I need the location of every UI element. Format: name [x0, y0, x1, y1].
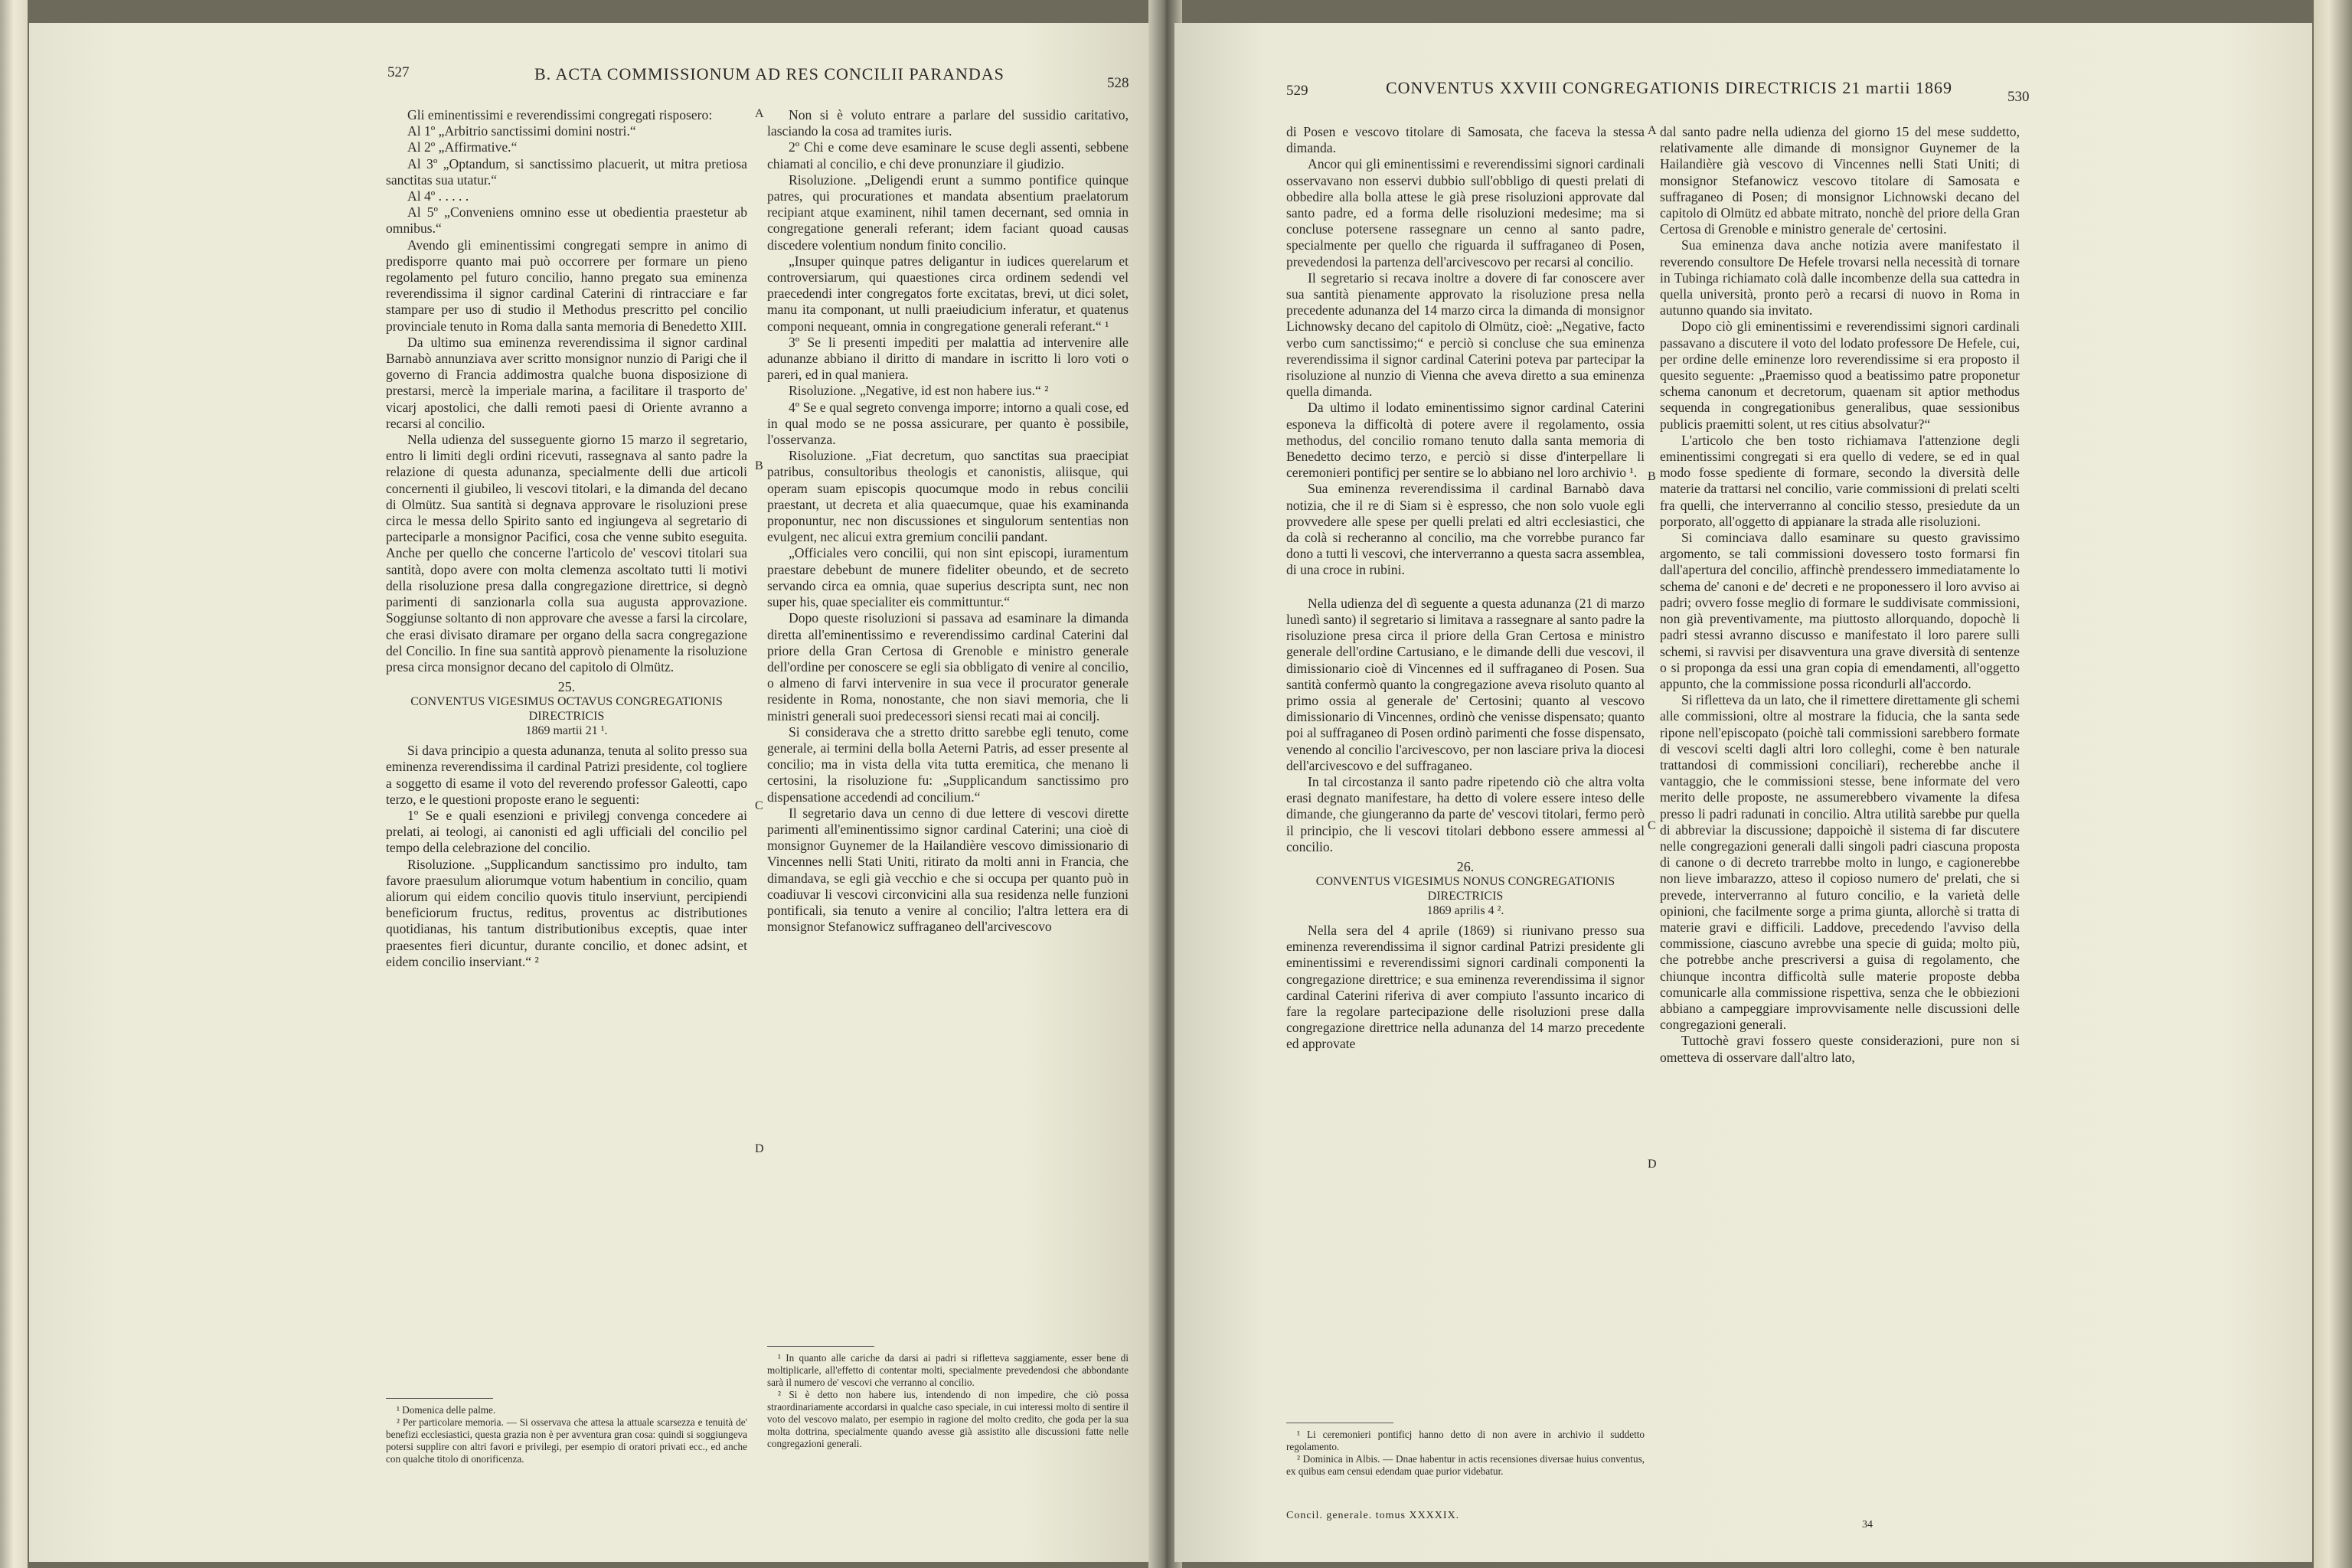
paragraph: Al 1º „Arbitrio sanctissimi domini nostri.“ — [407, 123, 636, 139]
section-title: DIRECTRICIS — [528, 710, 605, 724]
footnote: ² Dominica in Albis. — Dnae habentur in actis recensiones diversae huius conventus, ex quibus eam censui edendam quae purior videbatur. — [1286, 1453, 1645, 1477]
paragraph: „Insuper quinque patres deligantur in iudices querelarum et controversiarum, qui quaestiones circa ordinem sedendi vel praecedendi inter congregatos forte excitatas, brevi, ut dici solet, manu ita componant, ut nulli praeiudicium inferatur, et quatenus componi nequeant, omnia in congregatione generali referant.“ ¹ — [767, 253, 1129, 334]
running-header: CONVENTUS XXVIII CONGREGATIONIS DIRECTRICIS 21 martii 1869 — [1386, 78, 1952, 97]
margin-letter: B — [1648, 470, 1656, 483]
margin-letter: A — [755, 107, 764, 120]
left-column-2 — [767, 107, 1129, 935]
paragraph: dal santo padre nella udienza del giorno 15 del mese suddetto, relativamente alle dimande di monsignor Guynemer de la Hailandière già vescovo di Vincennes nelli Stati Uniti; di monsignor Stefanowicz vescovo titolare di Samosata e suffraganeo di Posen; di monsignor Lichnowski decano del capitolo di Olmütz ed abbate mitrato, nonchè del priore della Gran Certosa di Grenoble e ministro generale de' certosini. — [1660, 124, 2020, 237]
page-number: 527 — [387, 64, 410, 80]
section-title: CONVENTUS VIGESIMUS OCTAVUS CONGREGATIONIS — [410, 695, 723, 709]
paragraph: Tuttochè gravi fossero queste considerazioni, pure non si ometteva di osservare dall'altro lato, — [1660, 1033, 2020, 1065]
paragraph: 3º Se li presenti impediti per malattia ad intervenire alle adunanze abbiano il diritto di mandare in iscritto li loro voti o pareri, ed in qual maniera. — [767, 334, 1129, 383]
footnote: ¹ Domenica delle palme. — [397, 1404, 496, 1416]
footnote-rule — [386, 1398, 493, 1399]
paragraph: Al 3º „Optandum, si sanctissimo placuerit, ut mitra pretiosa sanctitas sua utatur.“ — [386, 155, 747, 188]
footnote: ¹ Li ceremonieri pontificj hanno detto di non avere in archivio il suddetto regolamento. — [1286, 1429, 1645, 1452]
paragraph: Il segretario si recava inoltre a dovere di far conoscere aver sua santità pienamente approvato la risoluzione presa nella precedente adunanza del 14 marzo circa la dimanda di monsignor Lichnowsky decano del capitolo di Olmütz, cioè: „Negative, facto verbo cum sanctissimo;“ e perciò si concluse che sua eminenza reverendissima il signor cardinal Caterini poteva par partecipar la risoluzione al nunzio di Vienna che aveva diretto a sua eminenza quella dimanda. — [1286, 270, 1645, 400]
section-title: DIRECTRICIS — [1427, 889, 1504, 903]
paragraph: Sua eminenza dava anche notizia avere manifestato il reverendo consultore De Hefele trovarsi nella necessità di tornare in Tubinga richiamato colà dalle incombenze della sua cattedra in quella università, pronto però a recarsi di nuovo in Roma in autunno quando sia invitato. — [1660, 237, 2020, 318]
paragraph: Gli eminentissimi e reverendissimi congregati risposero: — [407, 107, 713, 122]
footnotes — [1286, 1429, 1645, 1478]
paragraph: Nella udienza del dì seguente a questa adunanza (21 di marzo lunedì santo) il segretario si limitava a rassegnare al santo padre la risoluzione presa circa il priore della Gran Certosa e ministro generale dell'ordine Cartusiano, e le dimande delli due vescovi, il dimissionario cioè di Vincennes ed il suffraganeo di Posen. Sua santità confermò quanto la congregazione aveva risoluto quanto al primo ossia al generale de' Certosini; quanto al vescovo dimissionario di Vincennes, ordinò che venisse dispensato; quanto poi al suffraganeo di Posen ordinò parimenti che fosse dispensato, venendo al concilio l'arcivescovo, per non lasciare priva la diocesi dell'arcivescovo e del suffraganeo. — [1286, 595, 1645, 773]
left-column-1 — [386, 107, 747, 970]
paragraph: 2º Chi e come deve esaminare le scuse degli assenti, sebbene chiamati al concilio, e chi deve pronunziare il giudizio. — [767, 139, 1129, 172]
paragraph: Risoluzione. „Fiat decretum, quo sanctitas sua praecipiat patribus, consultoribus theologis et canonistis, aliisque, qui operam suam episcopis quocumque modo in rebus concilii praestant, ut decreta et alia quaecumque, quae his examinanda proponuntur, nec non discussiones et singulorum sententias non evulgent, nec alicui extra gremium concilii pandant. — [767, 448, 1129, 545]
margin-letter: D — [1648, 1158, 1657, 1171]
section-number: 26. — [1456, 858, 1475, 874]
paragraph: Si rifletteva da un lato, che il rimettere direttamente gli schemi alle commissioni, oltre al mostrare la fiducia, che la santa sede ripone nell'episcopato (poichè tali commissioni sarebbero formate di vescovi scelti dagli altri loro colleghi, come è ben naturale trattandosi di commissioni conciliari), recherebbe anche il vantaggio, che le commissioni stesse, bene informate del vero merito delle proposte, ne assumerebbero vivamente la difesa presso li padri radunati in concilio. Altra utilità sarebbe pur quella di abbreviar la discussione; dappoichè il sistema di far discutere nelle congregazioni generali dalli singoli padri ciascuna proposta di canone o di decreto trarrebbe molto in lungo, e cagionerebbe non lieve imbarazzo, atteso il copioso numero de' prelati, che si prevede, interverranno al futuro concilio, e la varietà delle opinioni, che facilmente sorge a prima giunta, allorchè si tratta di materie gravi e difficili. Laddove, precedendo l'avviso della commissione, ciascuno avrebbe una specie di guida; molto più, che potrebbe anche prescriversi a guisa di regolamento, che chiunque incontra difficoltà sulle materie proposte debba comunicarle alla commissione rispettiva, senza che le obbiezioni abbiano a campeggiare improvvisamente nelle discussioni delle congregazioni generali. — [1660, 692, 2020, 1033]
footnote: ¹ In quanto alle cariche da darsi ai padri si rifletteva saggiamente, esser bene di moltiplicarle, all'effetto di contentar molti, specialmente prevedendosi che abbondante sarà il numero de' vescovi che verranno al concilio. — [767, 1352, 1129, 1388]
paragraph: Ancor qui gli eminentissimi e reverendissimi signori cardinali osservavano non esservi dubbio sull'obbligo di questi prelati di obbedire alla bolla attese le già prese risoluzioni approvate dal santo padre, ed a forma delle risoluzioni medesime; ma si concluse potersene rassegnare un cenno al santo padre, specialmente per quello che riguarda il suffraganeo di Posen, prevedendosi la partenza dell'arcivescovo per recarsi al concilio. — [1286, 156, 1645, 270]
page-number: 528 — [1107, 75, 1129, 91]
paragraph: Risoluzione. „Deligendi erunt a summo pontifice quinque patres, qui procurationes et mandata absentium praelatorum recipiant atque examinent, nihil tamen decernant, sed omnia in congregatione generali referant; idem faciant quoad causas discedere volentium nondum finito concilio. — [767, 172, 1129, 253]
footnotes — [386, 1404, 747, 1465]
margin-letter: C — [1648, 819, 1656, 832]
section-date: 1869 martii 21 ¹. — [525, 724, 608, 738]
paragraph: Si considerava che a stretto dritto sarebbe egli tenuto, come generale, ai termini della bolla Aeterni Patris, ad esser presente al concilio; ma in vista della vita tutta eremitica, che menano li certosini, la risoluzione fu: „Supplicandum sanctissimo pro dispensatione accedendi ad concilium.“ — [767, 724, 1129, 805]
margin-letter: A — [1648, 124, 1657, 137]
paragraph: 1º Se e quali esenzioni e privilegj convenga concedere ai prelati, ai teologi, ai canonisti ed agli ufficiali del concilio pel tempo della celebrazione del concilio. — [386, 807, 747, 856]
page-number: 529 — [1286, 83, 1308, 99]
paragraph: 4º Se e qual segreto convenga imporre; intorno a quali cose, ed in qual modo se ne possa assicurare, per quanto è possibile, l'osservanza. — [767, 399, 1129, 448]
paragraph: Al 4º . . . . . — [407, 188, 469, 204]
margin-letter: B — [755, 459, 763, 472]
paragraph: Dopo queste risoluzioni si passava ad esaminare la dimanda diretta all'eminentissimo e reverendissimo cardinal Caterini dal priore della Gran Certosa di Grenoble e ministro generale dell'ordine per conoscere se egli sia obbligato di venire al concilio, o almeno di farvi intervenire in sua vece il procurator generale residente in Roma, nonostante, che non siavi memoria, che li ministri generali suoi predecessori siensi recati mai ai concilj. — [767, 610, 1129, 724]
paragraph: Si cominciava dallo esaminare su questo gravissimo argomento, se tali commissioni dovessero tosto formarsi fin dall'apertura del concilio, affinchè prendessero immediatamente lo schema de' canoni e de' decreti e ne proponessero il loro avviso ai padri; ovvero fosse meglio di formare le suddivisate commissioni, non già preventivamente, ma piuttosto allorquando, dopochè li padri stessi avranno discusso e manifestato il loro parere sulli schemi, si ravvisi per disavventura una grave diversità di sentenze o si proponga da essi una gran copia di emendamenti, all'oggetto appunto, che la commissione possa ricondurli all'accordo. — [1660, 530, 2020, 691]
paragraph: Sua eminenza reverendissima il cardinal Barnabò dava notizia, che il re di Siam si è espresso, che non solo vuole egli provvedere alle spese per quelli prelati ed altri ecclesiastici, che da colà si recheranno al concilio, ma che vorrebbe puranco far dono a tutti li vescovi, che interverranno a questa sacra assemblea, di una croce in rubini. — [1286, 481, 1645, 578]
section-title: CONVENTUS VIGESIMUS NONUS CONGREGATIONIS — [1315, 874, 1615, 888]
paragraph: In tal circostanza il santo padre ripetendo ciò che altra volta erasi degnato manifestare, ha detto di volere essere inteso delle dimande, che giungeranno da parte de' vescovi titolari, fermo però il principio, che li vescovi titolari debbono essere ammessi al concilio. — [1286, 773, 1645, 854]
section-date: 1869 aprilis 4 ². — [1426, 903, 1504, 917]
margin-letter: C — [755, 799, 763, 812]
paragraph: Da ultimo sua eminenza reverendissima il signor cardinal Barnabò annunziava aver scritto monsignor nunzio di Parigi che il governo di Francia addimostra qualche buona disposizione di prestarsi, mercè la imperiale marina, a facilitare il trasporto de' vicarj apostolici, che dalli remoti paesi di Oriente avranno a recarsi al concilio. — [386, 334, 747, 431]
paragraph: Al 5º „Conveniens omnino esse ut obedientia praestetur ab omnibus.“ — [386, 204, 747, 237]
paragraph: Si dava principio a questa adunanza, tenuta al solito presso sua eminenza reverendissima il cardinal Patrizi presidente, col togliere a soggetto di esame il voto del reverendo professor Galeotti, capo terzo, e le questioni proposte erano le seguenti: — [386, 743, 747, 807]
signature-line: Concil. generale. tomus XXXXIX. — [1286, 1510, 1460, 1521]
footnote: ² Si è detto non habere ius, intendendo di non impedire, che ciò possa straordinariamente accordarsi in qualche caso speciale, in cui interessi molto di sentire il voto del vescovo malato, per esempio in ragione del molto credito, che goda per la sua molta dottrina, specialmente quando avesse già assistito alle discussioni fatte nelle congregazioni generali. — [767, 1389, 1129, 1449]
paragraph: Nella sera del 4 aprile (1869) si riunivano presso sua eminenza reverendissima il signor cardinal Patrizi presidente gli eminentissimi e reverendissimi signori cardinali componenti la congregazione direttrice; e sua eminenza reverendissima il signor cardinal Caterini riferiva di aver compiuto l'assunto incarico di fare la regolare partecipazione delle risoluzioni prese dalla congregazione direttrice nella adunanza del 14 marzo precedente ed approvate — [1286, 922, 1645, 1052]
paragraph: Risoluzione. „Negative, id est non habere ius.“ ² — [789, 383, 1049, 399]
paragraph: Dopo ciò gli eminentissimi e reverendissimi signori cardinali passavano a discutere il voto del lodato professore De Hefele, cui, per ordine delle eminenze loro reverendissime si era proposto il quesito seguente: „Praemisso quod a beatissimo patre proponetur schema canonum et decretorum, quaenam sit aptior methodus sequenda in congregationibus generalibus, quae sessionibus publicis praemitti solent, ut res citius absolvatur?“ — [1660, 318, 2020, 432]
footnotes — [767, 1352, 1129, 1450]
paragraph: Non si è voluto entrare a parlare del sussidio caritativo, lasciando la cosa ad tramites iuris. — [767, 107, 1129, 139]
footnote-rule — [767, 1346, 874, 1347]
book-edge-right — [2314, 0, 2352, 1568]
paragraph: Al 2º „Affirmative.“ — [407, 139, 518, 155]
paragraph: Da ultimo il lodato eminentissimo signor cardinal Caterini esponeva la difficoltà di potere avere il regolamento, ossia methodus, del concilio romano tenuto dalla santa memoria di Benedetto decimo terzo, e perciò si disse d'interpellare li ceremonieri pontificj per sentire se lo abbiano nel loro archivio ¹. — [1286, 400, 1645, 481]
paragraph: Avendo gli eminentissimi congregati sempre in animo di predisporre quanto mai può occorrere per formare un pieno regolamento pel futuro concilio, hanno pregato sua eminenza reverendissima il signor cardinal Caterini di rintracciare e far stampare per uso di studio il Methodus prescritto pel concilio provinciale tenuto in Roma dalla santa memoria di Benedetto XIII. — [386, 237, 747, 334]
paragraph: Il segretario dava un cenno di due lettere di vescovi dirette parimenti all'eminentissimo signor cardinal Caterini; una cioè di monsignor Guynemer de la Hailandière vescovo dimissionario di Vincennes nelli Stati Uniti, ritirato da molti anni in Francia, che dimandava, se egli già vecchio e che si occupa per quanto può in coadiuvar li vescovi circonvicini alla sua residenza nelle funzioni pontificali, sia tenuto a venire al concilio; l'altra lettera era di monsignor Stefanowicz suffraganeo dell'arcivescovo — [767, 805, 1129, 935]
book-edge-left — [0, 0, 28, 1568]
section-number: 25. — [557, 679, 576, 695]
paragraph: L'articolo che ben tosto richiamava l'attenzione degli eminentissimi congregati si era quello di vedere, se ed in qual modo fosse spediente di formare, secondo la diversità delle materie da trattarsi nel concilio, varie commissioni di prelati scelti fra quelli, che interverranno al concilio stesso, presiedute da un porporato, all'oggetto di appianare la strada alle risoluzioni. — [1660, 432, 2020, 529]
paragraph: Risoluzione. „Supplicandum sanctissimo pro indulto, tam favore praesulum aliorumque votum habentium in concilio, quam aliorum qui eidem concilio quovis titulo inserviunt, percipiendi beneficiorum fructus, reditus, proventus ac distributiones quotidianas, his tantum distributionibus exceptis, quae inter praesentes fieri dicuntur, durante concilio, et donec adsint, et eidem concilio inserviant.“ ² — [386, 856, 747, 969]
sheet-number: 34 — [1862, 1519, 1873, 1530]
paragraph: Nella udienza del susseguente giorno 15 marzo il segretario, entro li limiti degli ordini ricevuti, rassegnava al santo padre la relazione di questa adunanza, specialmente delli due articoli concernenti il giubileo, li vescovi titolari, e la dimanda del decano di Olmütz. Sua santità si degnava approvare le risoluzioni prese circa le messa dello Spirito santo ed ingiungeva al segretario di parteciparle a monsignor Pacifici, cosa che venne subito eseguita. Anche per quello che concerne l'articolo de' vescovi titolari sua santità, dopo avere con molta clemenza ascoltato tutti li motivi della risoluzione presa dalla congregazione direttrice, si degnò parimenti di sanzionarla colla sua augusta approvazione. Soggiunse soltanto di non approvare che avesse a farsi la circolare, che erasi divisato diramare per organo della sacra congregazione del Concilio. In fine sua santità approvò pienamente la risoluzione presa circa monsignor decano del capitolo di Olmütz. — [386, 432, 747, 675]
paragraph: di Posen e vescovo titolare di Samosata, che faceva la stessa dimanda. — [1286, 124, 1645, 156]
footnote: ² Per particolare memoria. — Si osservava che attesa la attuale scarsezza e tenuità de' benefizi ecclesiastici, questa grazia non è per avventura gran cosa: quindi si soggiungeva potersi supplire con altri favori e privilegi, per esempio di oratori privati ecc., ed anche con qualche titolo di onorificenza. — [386, 1416, 747, 1465]
running-header: B. ACTA COMMISSIONUM AD RES CONCILII PARANDAS — [534, 64, 1004, 83]
paragraph: „Officiales vero concilii, qui non sint episcopi, iuramentum praestare debebunt de munere fideliter obeundo, et de secreto servando circa ea omnia, quae superius descripta sunt, nec non super his, quae specialiter eis committuntur.“ — [767, 545, 1129, 610]
right-column-2 — [1660, 124, 2020, 1066]
page-number: 530 — [2007, 89, 2030, 105]
margin-letter: D — [755, 1142, 764, 1155]
right-column-1 — [1286, 124, 1645, 1053]
